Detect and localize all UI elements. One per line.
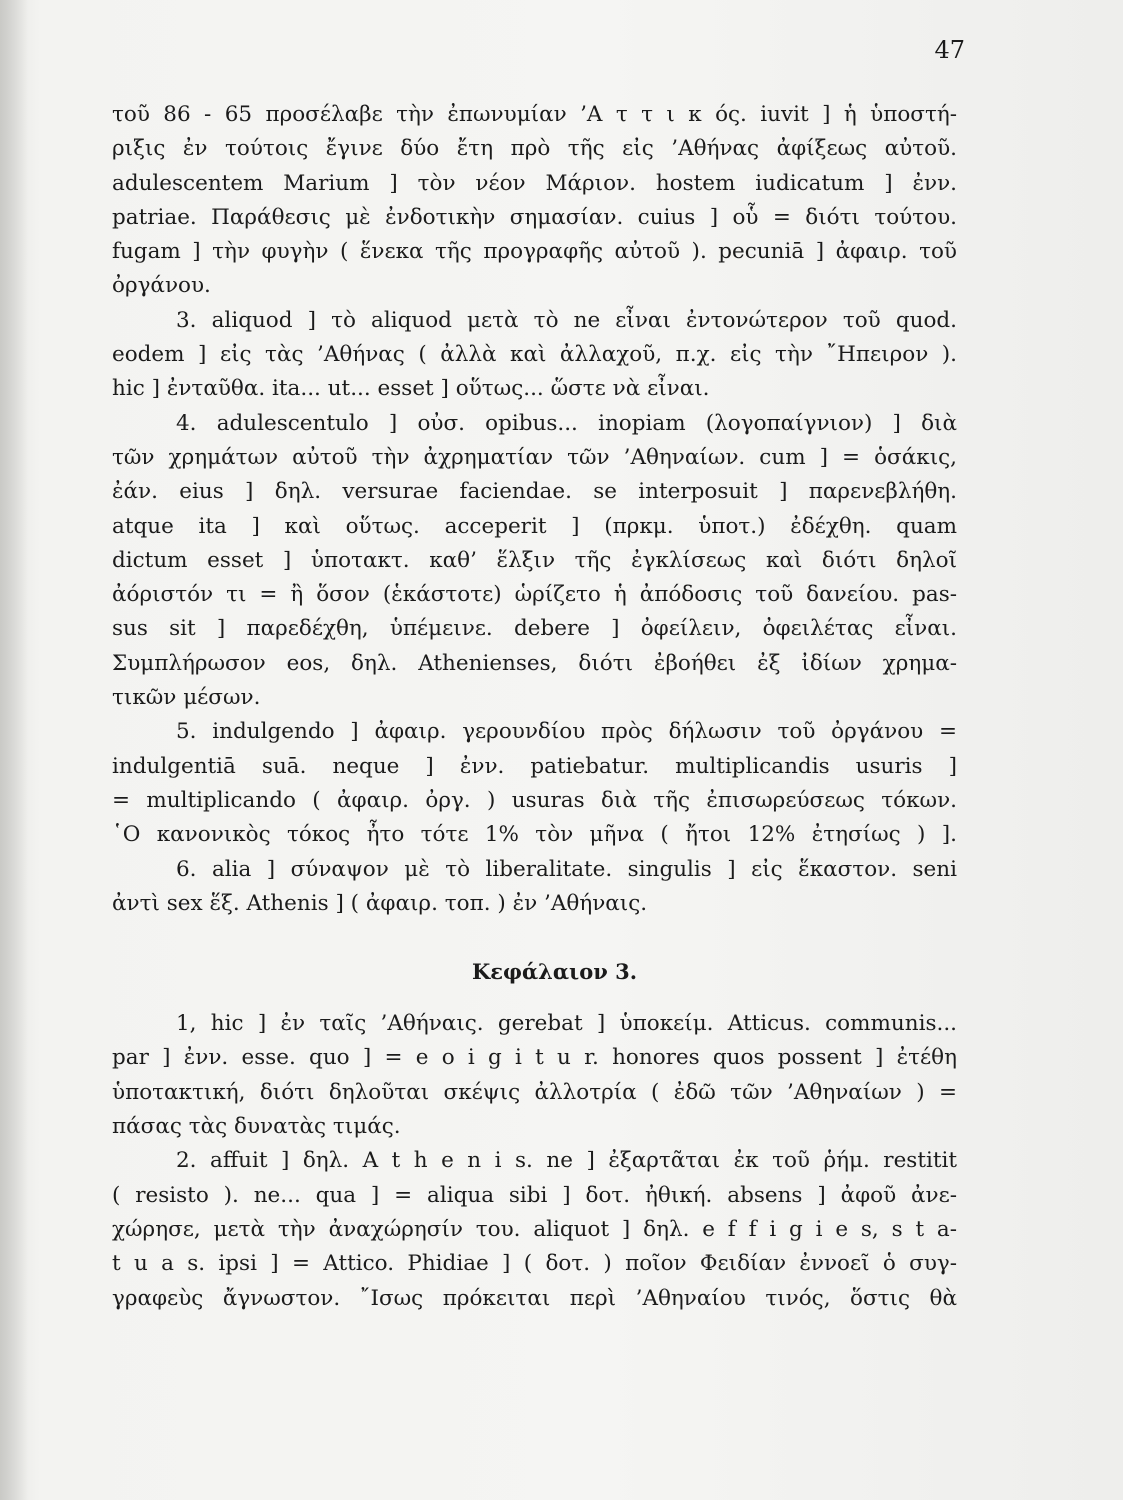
text-line: sus sit ] παρεδέχθη, ὑπέμεινε. debere ] ὀφείλειν, ὀφειλέτας εἶναι.: [112, 616, 957, 642]
text-line: 1, hic ] ἐν ταῖς ’Αθήναις. gerebat ] ὑποκείμ. Atticus. communis...: [176, 1011, 957, 1037]
text-line: τοῦ 86 - 65 προσέλαβε τὴν ἐπωνυμίαν ’Α τ τ ι κ ός. iuvit ] ἡ ὑποστή-: [112, 102, 957, 127]
text-line: ἀόριστόν τι = ἢ ὅσον (ἑκάστοτε) ὡρίζετο ἡ ἀπόδοσις τοῦ δανείου. pas-: [112, 582, 957, 608]
text-line: χώρησε, μετὰ τὴν ἀναχώρησίν του. aliquot ] δηλ. e f f i g i e s, s t a-: [112, 1216, 957, 1242]
text-line: hic ] ἐνταῦθα. ita... ut... esset ] οὕτως... ὥστε νὰ εἶναι.: [112, 376, 710, 402]
paragraph-note-4: [112, 407, 957, 716]
text-line: fugam ] τὴν φυγὴν ( ἕνεκα τῆς προγραφῆς αὐτοῦ ). pecuniā ] ἀφαιρ. τοῦ: [112, 239, 957, 265]
text-line: 3. aliquod ] τὸ aliquod μετὰ τὸ ne εἶναι ἐντονώτερον τοῦ quod.: [176, 307, 957, 333]
text-line: 4. adulescentulo ] οὐσ. opibus... inopiam (λογοπαίγνιον) ] διὰ: [176, 410, 957, 436]
text-line: adulescentem Marium ] τὸν νέον Μάριον. hostem iudicatum ] ἐνν.: [112, 170, 957, 196]
paragraph-note-5: [112, 715, 957, 852]
paragraph-commentary-1: [112, 98, 957, 304]
text-line: τῶν χρημάτων αὐτοῦ τὴν ἀχρηματίαν τῶν ’Αθηναίων. cum ] = ὁσάκις,: [112, 444, 957, 470]
paragraph-note-6: [112, 853, 957, 922]
text-line: indulgentiā suā. neque ] ἐνν. patiebatur. multiplicandis usuris ]: [112, 753, 957, 779]
chapter-heading: Κεφάλαιον 3.: [471, 959, 638, 985]
text-line: ἀντὶ sex ἕξ. Athenis ] ( ἀφαιρ. τοπ. ) ἐν ’Αθήναις.: [112, 890, 648, 916]
text-line: 5. indulgendo ] ἀφαιρ. γερουνδίου πρὸς δήλωσιν τοῦ ὀργάνου =: [176, 719, 957, 745]
section-gap: [112, 989, 957, 1007]
text-line: atque ita ] καὶ οὕτως. acceperit ] (πρκμ. ὑποτ.) ἐδέχθη. quam: [112, 513, 957, 539]
text-line: dictum esset ] ὑποτακτ. καθ’ ἕλξιν τῆς ἐγκλίσεως καὶ διότι δηλοῖ: [112, 547, 957, 573]
text-line: patriae. Παράθεσις μὲ ἐνδοτικὴν σημασίαν. cuius ] οὗ = διότι τούτου.: [112, 204, 957, 230]
text-line: ἐάν. eius ] δηλ. versurae faciendae. se interposuit ] παρενεβλήθη.: [112, 479, 957, 505]
binding-shadow: [0, 0, 28, 1500]
text-line: ( resisto ). ne... qua ] = aliqua sibi ] δοτ. ἠθική. absens ] ἀφοῦ ἀνε-: [112, 1182, 957, 1208]
text-line: 2. affuit ] δηλ. A t h e n i s. ne ] ἐξαρτᾶται ἐκ τοῦ ῥήμ. restitit: [176, 1148, 957, 1174]
text-line: ῾Ο κανονικὸς τόκος ἦτο τότε 1% τὸν μῆνα ( ἤτοι 12% ἐτησίως ) ].: [112, 822, 957, 848]
section-gap: [112, 921, 957, 955]
paragraph-note-3: [112, 304, 957, 407]
paragraph-chapter-note-2: [112, 1144, 957, 1315]
text-line: ὑποτακτική, διότι δηλοῦται σκέψις ἀλλοτρία ( ἐδῶ τῶν ’Αθηναίων ) =: [112, 1079, 957, 1105]
text-line: par ] ἐνν. esse. quo ] = e o i g i t u r. honores quos possent ] ἐτέθη: [112, 1045, 957, 1071]
text-line: γραφεὺς ἄγνωστον. ῎Ισως πρόκειται περὶ ’Αθηναίου τινός, ὅστις θὰ: [112, 1285, 957, 1311]
text-line: ὀργάνου.: [112, 273, 211, 299]
text-line: eodem ] εἰς τὰς ’Αθήνας ( ἀλλὰ καὶ ἀλλαχοῦ, π.χ. εἰς τὴν ῎Ηπειρον ).: [112, 342, 957, 368]
text-line: = multiplicando ( ἀφαιρ. ὀργ. ) usuras διὰ τῆς ἐπισωρεύσεως τόκων.: [112, 787, 957, 813]
text-line: t u a s. ipsi ] = Attico. Phidiae ] ( δοτ. ) ποῖον Φειδίαν ἐννοεῖ ὁ συγ-: [112, 1251, 957, 1277]
page-text: [112, 98, 957, 1316]
text-line: Συμπλήρωσον eos, δηλ. Athenienses, διότι ἐβοήθει ἐξ ἰδίων χρημα-: [112, 650, 957, 676]
page-number: 47: [934, 36, 965, 64]
text-line: πάσας τὰς δυνατὰς τιμάς.: [112, 1114, 401, 1140]
text-line: τικῶν μέσων.: [112, 685, 261, 711]
text-line: 6. alia ] σύναψον μὲ τὸ liberalitate. singulis ] εἰς ἕκαστον. seni: [176, 856, 957, 882]
paragraph-chapter-note-1: [112, 1007, 957, 1144]
text-line: ριξις ἐν τούτοις ἔγινε δύο ἔτη πρὸ τῆς εἰς ’Αθήνας ἀφίξεως αὐτοῦ.: [112, 136, 957, 162]
